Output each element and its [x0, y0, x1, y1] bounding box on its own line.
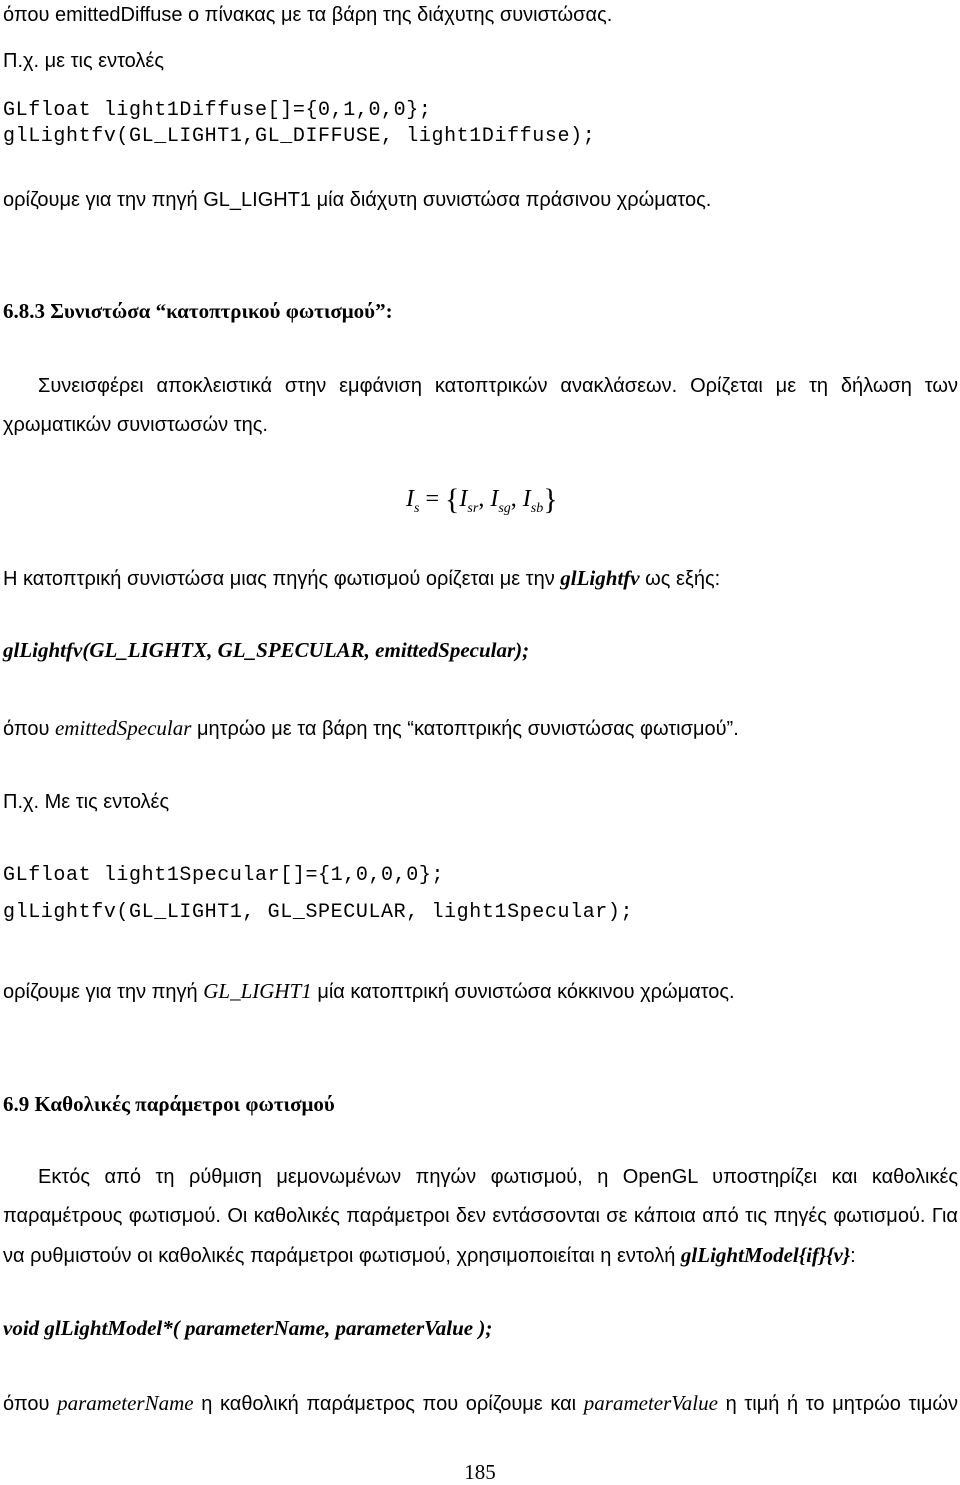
- specular-where-text: [3, 718, 739, 739]
- where-post: μητρώο με τα βάρη της “κατοπτρικής συνιστώσας φωτισμού”.: [191, 718, 739, 740]
- global-paragraph-line-1: Εκτός από τη ρύθμιση μεμονωμένων πηγών φωτισμού, η OpenGL υποστηρίζει και καθολικές: [38, 1166, 958, 1188]
- result-post: μία κατοπτρική συνιστώσα κόκκινου χρώματος.: [311, 981, 735, 1003]
- formula-comma-2: ,: [510, 486, 517, 512]
- specular-paragraph-line-1: Συνεισφέρει αποκλειστικά στην εμφάνιση κατοπτρικών ανακλάσεων. Ορίζεται με τη δήλωση των: [38, 375, 958, 397]
- formula-lhs-sub: s: [414, 501, 420, 516]
- formula-term-2-sub: sg: [498, 501, 511, 516]
- result-pre: ορίζουμε για την πηγή: [3, 981, 204, 1003]
- heading-title: Συνιστώσα “κατοπτρικού φωτισμού”:: [50, 299, 393, 323]
- formula-term-1-sub: sr: [467, 501, 479, 516]
- formula-close-brace: }: [543, 483, 558, 516]
- global-paragraph-line-3: [3, 1245, 856, 1266]
- specular-formula: [406, 483, 558, 517]
- result-variable: GL_LIGHT1: [203, 979, 312, 1003]
- line3-pre: να ρυθμιστούν οι καθολικές παράμετροι φωτισμού, χρησιμοποιείται η εντολή: [3, 1245, 681, 1267]
- global-where-pre: όπου: [3, 1393, 58, 1415]
- line3-function: glLightModel{if}{v}: [680, 1243, 851, 1267]
- specular-paragraph-line-2: χρωματικών συνιστωσών της.: [3, 414, 268, 436]
- line3-post: :: [850, 1245, 856, 1267]
- specular-example-label: Π.χ. Με τις εντολές: [3, 791, 170, 813]
- where-pre: όπου: [3, 718, 55, 740]
- global-where-text: [3, 1393, 958, 1414]
- formula-term-2: I: [490, 486, 499, 512]
- formula-equals: =: [425, 486, 439, 512]
- definition-post: ως εξής:: [639, 568, 721, 590]
- specular-code-line-2: glLightfv(GL_LIGHT1, GL_SPECULAR, light1Specular);: [3, 901, 634, 924]
- global-function-signature: void glLightModel*( parameterName, parameterValue );: [3, 1316, 493, 1340]
- specular-call-signature: glLightfv(GL_LIGHTX, GL_SPECULAR, emittedSpecular);: [3, 638, 530, 662]
- formula-lhs: I: [406, 486, 414, 512]
- specular-result-text: [3, 981, 735, 1002]
- heading-number: 6.8.3: [3, 299, 45, 323]
- specular-code-line-1: GLfloat light1Specular[]={1,0,0,0};: [3, 864, 445, 887]
- specular-definition-text: [3, 568, 720, 589]
- global-paragraph-line-2: παραμέτρους φωτισμού. Οι καθολικές παράμετροι δεν εντάσσονται σε κάποια από τις πηγές φωτισμού. Για: [3, 1205, 958, 1227]
- definition-function: glLightfv: [560, 566, 640, 590]
- diffuse-example-label: Π.χ. με τις εντολές: [3, 50, 164, 72]
- diffuse-code-line-1: GLfloat light1Diffuse[]={0,1,0,0};: [3, 99, 432, 122]
- page-number: 185: [464, 1460, 496, 1484]
- diffuse-result-text: ορίζουμε για την πηγή GL_LIGHT1 μία διάχυτη συνιστώσα πράσινου χρώματος.: [3, 189, 712, 211]
- where-variable: emittedSpecular: [54, 716, 192, 740]
- formula-term-3-sub: sb: [530, 501, 544, 516]
- section-heading-6-8-3: [3, 301, 393, 322]
- global-where-var-1: parameterName: [57, 1391, 194, 1415]
- diffuse-where-text: όπου emittedDiffuse ο πίνακας με τα βάρη της διάχυτης συνιστώσας.: [3, 4, 613, 26]
- definition-pre: Η κατοπτρική συνιστώσα μιας πηγής φωτισμού ορίζεται με την: [3, 568, 561, 590]
- formula-open-brace: {: [445, 483, 460, 516]
- global-where-mid: η καθολική παράμετρος που ορίζουμε και: [193, 1393, 584, 1415]
- global-where-post: η τιμή ή το μητρώο τιμών: [717, 1393, 958, 1415]
- global-where-var-2: parameterValue: [583, 1391, 718, 1415]
- formula-term-1: I: [459, 486, 468, 512]
- formula-comma-1: ,: [478, 486, 485, 512]
- section-heading-6-9: 6.9 Καθολικές παράμετροι φωτισμού: [3, 1092, 335, 1116]
- diffuse-code-line-2: glLightfv(GL_LIGHT1,GL_DIFFUSE, light1Diffuse);: [3, 125, 596, 148]
- formula-term-3: I: [522, 486, 531, 512]
